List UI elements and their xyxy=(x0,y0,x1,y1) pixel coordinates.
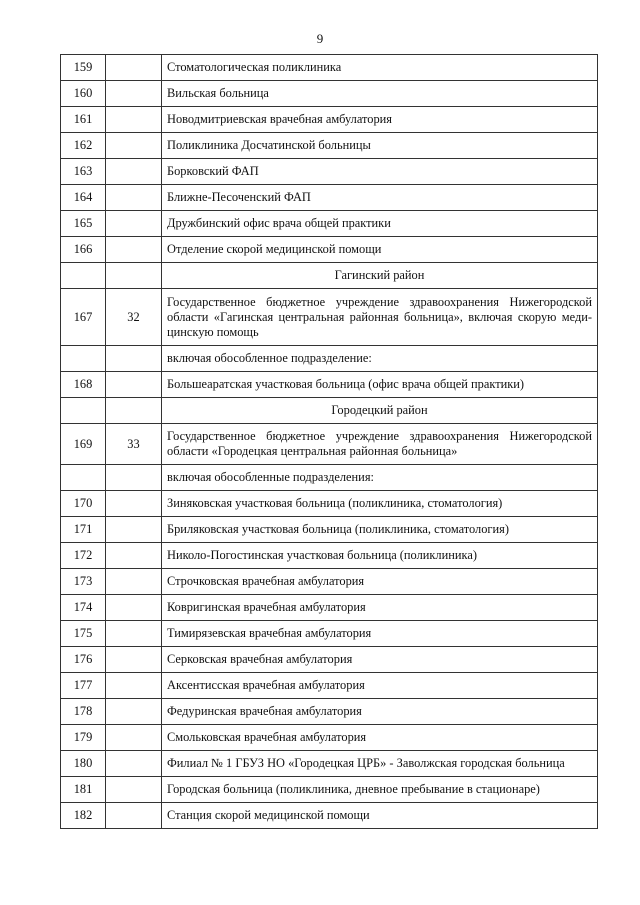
facilities-table xyxy=(60,54,598,829)
org-number xyxy=(106,81,162,107)
table-row xyxy=(61,725,598,751)
subdivision-header-row xyxy=(61,465,598,491)
row-number: 172 xyxy=(61,543,106,569)
facility-name: Государственное бюджетное учреждение здравоохранения Нижегородской области «Гагинская центральная районная больница», включая скорую меди-цинскую помощь xyxy=(162,289,598,346)
table-row xyxy=(61,751,598,777)
org-number xyxy=(106,237,162,263)
org-number xyxy=(106,491,162,517)
facility-name: Аксентисская врачебная амбулатория xyxy=(162,673,598,699)
facility-name: Тимирязевская врачебная амбулатория xyxy=(162,621,598,647)
table-row xyxy=(61,107,598,133)
table-row xyxy=(61,517,598,543)
facility-name: Станция скорой медицинской помощи xyxy=(162,803,598,829)
row-number: 182 xyxy=(61,803,106,829)
row-number: 168 xyxy=(61,372,106,398)
row-number: 167 xyxy=(61,289,106,346)
org-number xyxy=(106,751,162,777)
empty-cell xyxy=(61,465,106,491)
org-number xyxy=(106,133,162,159)
facility-name: Стоматологическая поликлиника xyxy=(162,55,598,81)
subdivision-note: включая обособленные подразделения: xyxy=(162,465,598,491)
table-row xyxy=(61,673,598,699)
org-number xyxy=(106,777,162,803)
district-header-row xyxy=(61,263,598,289)
org-number xyxy=(106,647,162,673)
row-number: 181 xyxy=(61,777,106,803)
table-row xyxy=(61,159,598,185)
table-row xyxy=(61,803,598,829)
facility-name: Зиняковская участковая больница (поликлиника, стоматология) xyxy=(162,491,598,517)
facility-name: Ближне-Песоченский ФАП xyxy=(162,185,598,211)
table-row xyxy=(61,372,598,398)
row-number: 176 xyxy=(61,647,106,673)
row-number: 170 xyxy=(61,491,106,517)
facility-name: Ковригинская врачебная амбулатория xyxy=(162,595,598,621)
empty-cell xyxy=(106,398,162,424)
row-number: 165 xyxy=(61,211,106,237)
row-number: 180 xyxy=(61,751,106,777)
table-row xyxy=(61,777,598,803)
subdivision-header-row xyxy=(61,346,598,372)
org-number xyxy=(106,621,162,647)
org-number xyxy=(106,569,162,595)
table-row xyxy=(61,185,598,211)
row-number: 169 xyxy=(61,424,106,465)
facility-name: Смольковская врачебная амбулатория xyxy=(162,725,598,751)
empty-cell xyxy=(61,346,106,372)
facility-name: Федуринская врачебная амбулатория xyxy=(162,699,598,725)
row-number: 174 xyxy=(61,595,106,621)
org-number xyxy=(106,725,162,751)
row-number: 163 xyxy=(61,159,106,185)
table-row xyxy=(61,237,598,263)
org-number xyxy=(106,803,162,829)
org-number xyxy=(106,107,162,133)
facility-name: Поликлиника Досчатинской больницы xyxy=(162,133,598,159)
org-number xyxy=(106,372,162,398)
district-title: Городецкий район xyxy=(162,398,598,424)
org-number xyxy=(106,55,162,81)
empty-cell xyxy=(106,346,162,372)
empty-cell xyxy=(106,263,162,289)
facility-name: Дружбинский офис врача общей практики xyxy=(162,211,598,237)
table-row xyxy=(61,621,598,647)
facility-name: Филиал № 1 ГБУЗ НО «Городецкая ЦРБ» - Заволжская городская больница xyxy=(162,751,598,777)
facility-name: Городская больница (поликлиника, дневное пребывание в стационаре) xyxy=(162,777,598,803)
table-row xyxy=(61,569,598,595)
empty-cell xyxy=(61,263,106,289)
facility-name: Бриляковская участковая больница (поликлиника, стоматология) xyxy=(162,517,598,543)
table-row xyxy=(61,647,598,673)
table-row xyxy=(61,424,598,465)
facility-name: Николо-Погостинская участковая больница (поликлиника) xyxy=(162,543,598,569)
row-number: 175 xyxy=(61,621,106,647)
table-row xyxy=(61,543,598,569)
table-row xyxy=(61,289,598,346)
table-row xyxy=(61,595,598,621)
facility-name: Государственное бюджетное учреждение здравоохранения Нижегородской области «Городецкая центральная районная больница» xyxy=(162,424,598,465)
org-number xyxy=(106,673,162,699)
facility-name: Борковский ФАП xyxy=(162,159,598,185)
facility-name: Серковская врачебная амбулатория xyxy=(162,647,598,673)
table-row xyxy=(61,491,598,517)
org-number xyxy=(106,595,162,621)
org-number: 33 xyxy=(106,424,162,465)
org-number xyxy=(106,517,162,543)
empty-cell xyxy=(106,465,162,491)
row-number: 166 xyxy=(61,237,106,263)
district-title: Гагинский район xyxy=(162,263,598,289)
row-number: 171 xyxy=(61,517,106,543)
table-row xyxy=(61,81,598,107)
table-row xyxy=(61,211,598,237)
row-number: 177 xyxy=(61,673,106,699)
row-number: 178 xyxy=(61,699,106,725)
facility-name: Строчковская врачебная амбулатория xyxy=(162,569,598,595)
row-number: 164 xyxy=(61,185,106,211)
org-number xyxy=(106,159,162,185)
row-number: 161 xyxy=(61,107,106,133)
table-row xyxy=(61,699,598,725)
facility-name: Большеаратская участковая больница (офис врача общей практики) xyxy=(162,372,598,398)
page-number: 9 xyxy=(316,31,324,46)
row-number: 160 xyxy=(61,81,106,107)
subdivision-note: включая обособленное подразделение: xyxy=(162,346,598,372)
district-header-row xyxy=(61,398,598,424)
org-number xyxy=(106,211,162,237)
row-number: 159 xyxy=(61,55,106,81)
facility-name: Отделение скорой медицинской помощи xyxy=(162,237,598,263)
facility-name: Новодмитриевская врачебная амбулатория xyxy=(162,107,598,133)
table-row xyxy=(61,55,598,81)
row-number: 179 xyxy=(61,725,106,751)
row-number: 162 xyxy=(61,133,106,159)
org-number xyxy=(106,699,162,725)
facility-name: Вильская больница xyxy=(162,81,598,107)
org-number xyxy=(106,543,162,569)
row-number: 173 xyxy=(61,569,106,595)
org-number xyxy=(106,185,162,211)
org-number: 32 xyxy=(106,289,162,346)
empty-cell xyxy=(61,398,106,424)
table-row xyxy=(61,133,598,159)
